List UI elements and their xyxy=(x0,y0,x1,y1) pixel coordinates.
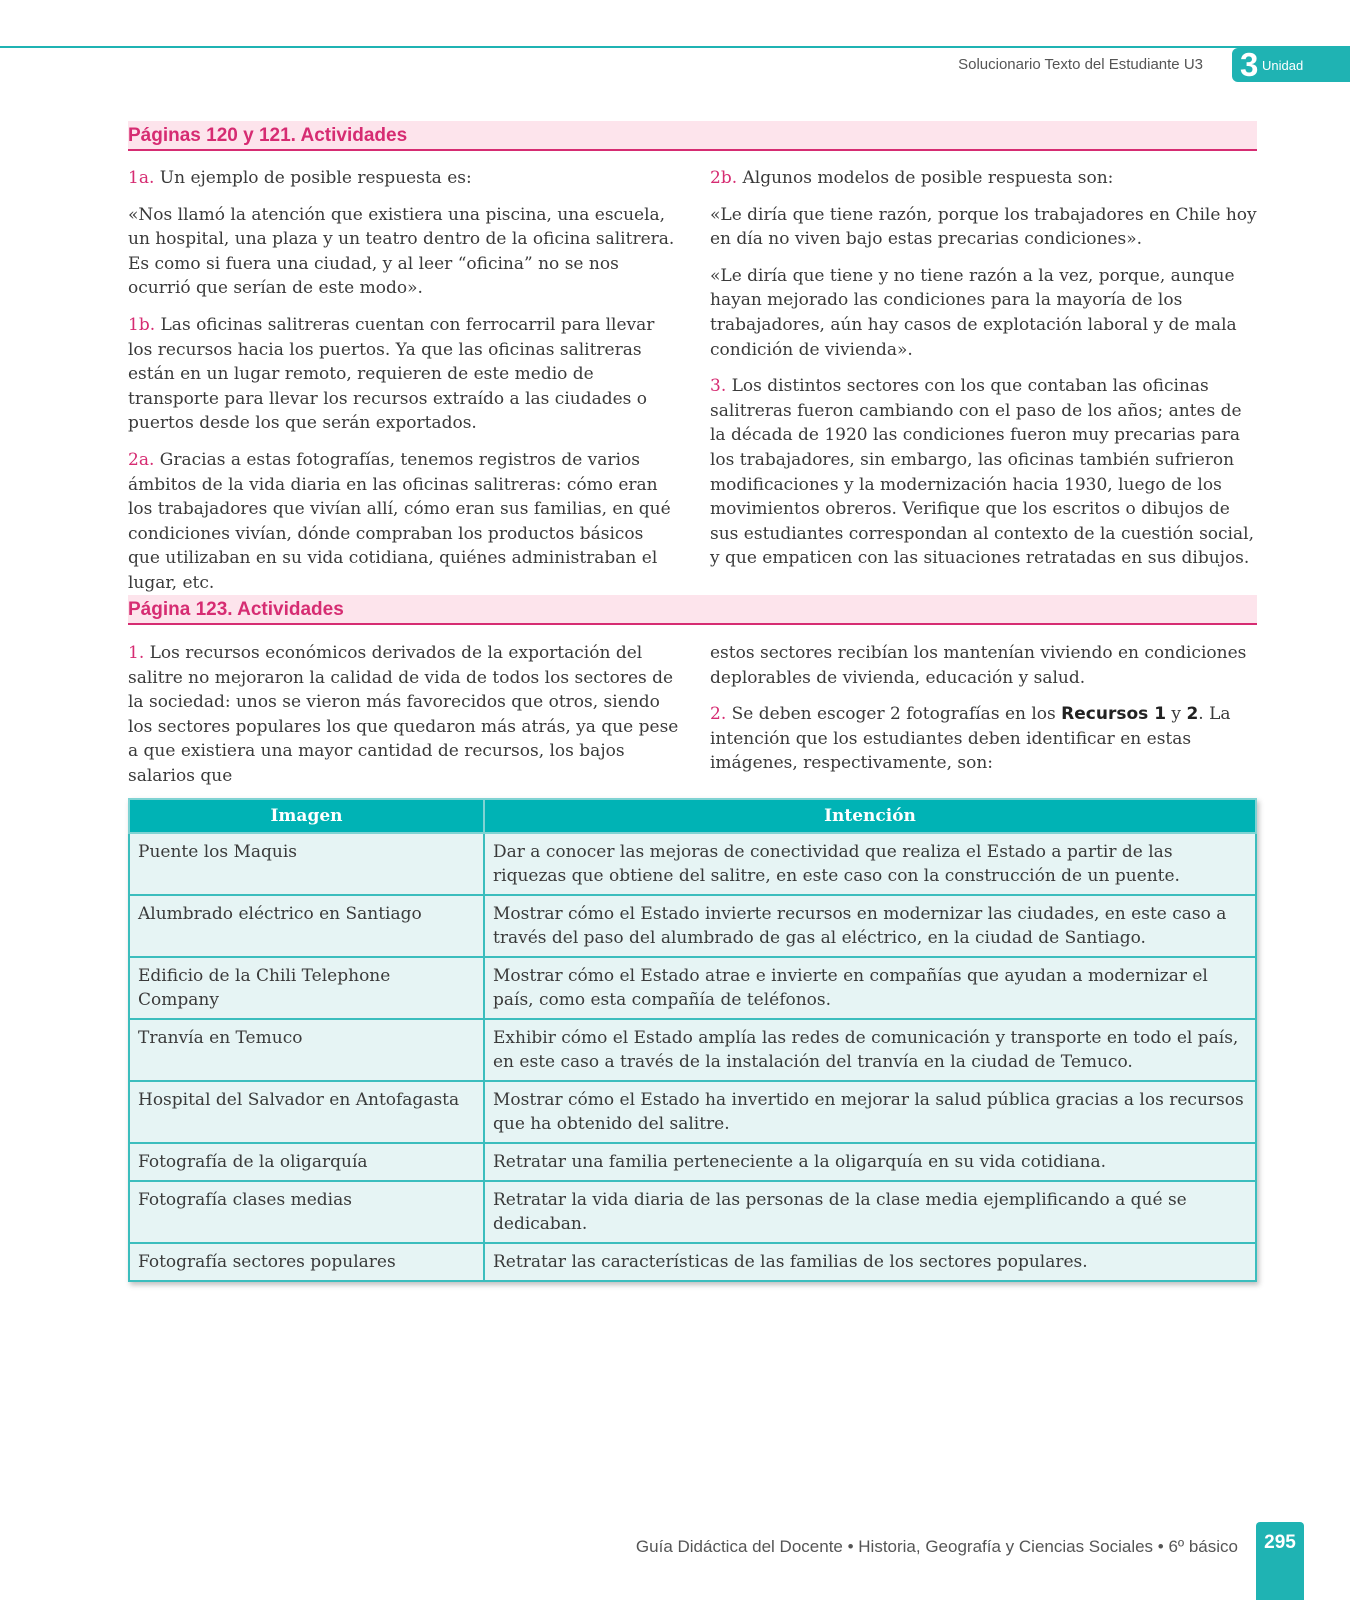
table-row xyxy=(129,895,1256,957)
section2-right-column xyxy=(710,641,1258,788)
paragraph-text: . La intención que los estudiantes deben identificar en estas imágenes, respectivamente, son: xyxy=(710,704,1231,774)
paragraph-text: y xyxy=(1166,704,1187,725)
section-heading-2 xyxy=(128,595,1257,625)
cell-intencion: Retratar la vida diaria de las personas de la clase media ejemplificando a qué se dedicaban. xyxy=(484,1181,1256,1243)
cell-imagen: Tranvía en Temuco xyxy=(129,1019,484,1081)
cell-intencion: Mostrar cómo el Estado invierte recursos en modernizar las ciudades, en este caso a través del paso del alumbrado de gas al eléctrico, en la ciudad de Santiago. xyxy=(484,895,1256,957)
cell-imagen: Fotografía de la oligarquía xyxy=(129,1143,484,1181)
paragraph-text: Las oficinas salitreras cuentan con ferrocarril para llevar los recursos hacia los puertos. Ya que las oficinas salitreras están en un lugar remoto, requieren de este medio de transporte para llevar los recursos extraído a las ciudades o puertos desde los que serán exportados. xyxy=(128,314,655,434)
paragraph xyxy=(710,641,1258,690)
header-rule xyxy=(0,46,1350,48)
item-number: 1a. xyxy=(128,168,155,188)
section-title-2: Página 123. Actividades xyxy=(128,599,344,620)
paragraph xyxy=(710,374,1258,571)
paragraph-text: Un ejemplo de posible respuesta es: xyxy=(154,168,472,188)
paragraph-text: Algunos modelos de posible respuesta son: xyxy=(737,168,1114,188)
cell-imagen: Fotografía sectores populares xyxy=(129,1243,484,1281)
paragraph-text: Los distintos sectores con los que contaban las oficinas salitreras fueron cambiando con el paso de los años; antes de la década de 1920 las condiciones fueron muy precarias para los trabajadores, sin embargo, las oficinas también sufrieron modificaciones y la modernización hacia 1930, luego de los movimientos obreros. Verifique que los escritos o dibujos de sus estudiantes correspondan al contexto de la cuestión social, y que empaticen con las situaciones retratadas en sus dibujos. xyxy=(710,376,1254,569)
paragraph-text: Los recursos económicos derivados de la exportación del salitre no mejoraron la calidad de vida de todos los sectores de la sociedad: unos se vieron más favorecidos que otros, siendo los sectores populares los que quedaron más atrás, ya que pese a que existiera una mayor cantidad de recursos, los bajos salarios que xyxy=(128,643,679,786)
cell-imagen: Puente los Maquis xyxy=(129,833,484,895)
paragraph-text: «Le diría que tiene razón, porque los trabajadores en Chile hoy en día no viven bajo estas precarias condiciones». xyxy=(710,204,1257,250)
section-title-1: Páginas 120 y 121. Actividades xyxy=(128,125,408,146)
paragraph-text: «Le diría que tiene y no tiene razón a la vez, porque, aunque hayan mejorado las condiciones para la mayoría de los trabajadores, aún hay casos de explotación laboral y de mala condición de vivienda». xyxy=(710,265,1237,360)
bold-reference: 2 xyxy=(1186,704,1199,725)
cell-intencion: Retratar las características de las familias de los sectores populares. xyxy=(484,1243,1256,1281)
section1-left-column xyxy=(128,166,680,608)
cell-imagen: Hospital del Salvador en Antofagasta xyxy=(129,1081,484,1143)
item-number: 1b. xyxy=(128,314,156,335)
intentions-table xyxy=(128,798,1257,1282)
paragraph xyxy=(710,702,1258,776)
table-row xyxy=(129,957,1256,1019)
table-row xyxy=(129,1181,1256,1243)
paragraph xyxy=(710,203,1258,252)
table-row xyxy=(129,1143,1256,1181)
paragraph xyxy=(128,641,680,789)
cell-intencion: Mostrar cómo el Estado ha invertido en mejorar la salud pública gracias a los recursos que ha obtenido del salitre. xyxy=(484,1081,1256,1143)
paragraph xyxy=(128,313,680,436)
table-header-row xyxy=(129,799,1256,833)
table-row xyxy=(129,833,1256,895)
cell-intencion: Dar a conocer las mejoras de conectividad que realiza el Estado a partir de las riquezas que obtiene del salitre, en este caso con la construcción de un puente. xyxy=(484,833,1256,895)
paragraph xyxy=(710,264,1258,362)
item-number: 2. xyxy=(710,704,727,725)
unit-label: Unidad xyxy=(1262,58,1304,73)
page-number: 295 xyxy=(1264,1532,1296,1553)
table-row xyxy=(129,1019,1256,1081)
item-number: 3. xyxy=(710,376,727,397)
section1-right-column xyxy=(710,166,1258,583)
paragraph xyxy=(128,166,680,191)
paragraph xyxy=(128,203,680,301)
item-number: 1. xyxy=(128,643,145,663)
paragraph-text: Se deben escoger 2 fotografías en los xyxy=(726,704,1062,725)
cell-imagen: Edificio de la Chili Telephone Company xyxy=(129,957,484,1019)
paragraph-text: «Nos llamó la atención que existiera una piscina, una escuela, un hospital, una plaza y un teatro dentro de la oficina salitrera. Es como si fuera una ciudad, y al leer “oficina” no se nos ocurrió que serían de este modo». xyxy=(128,204,675,299)
cell-imagen: Fotografía clases medias xyxy=(129,1181,484,1243)
paragraph-text: estos sectores recibían los mantenían viviendo en condiciones deplorables de vivienda, educación y salud. xyxy=(710,643,1247,688)
running-header: Solucionario Texto del Estudiante U3 xyxy=(958,56,1203,73)
page-number-tab xyxy=(1256,1522,1304,1600)
paragraph xyxy=(128,448,680,596)
section-heading-1 xyxy=(128,121,1257,151)
paragraph xyxy=(710,166,1258,191)
unit-number: 3 xyxy=(1240,46,1259,83)
section2-left-column xyxy=(128,641,680,801)
column-header-imagen: Imagen xyxy=(129,799,484,833)
table-row xyxy=(129,1081,1256,1143)
bold-reference: Recursos 1 xyxy=(1061,704,1167,725)
cell-intencion: Mostrar cómo el Estado atrae e invierte en compañías que ayudan a modernizar el país, como esta compañía de teléfonos. xyxy=(484,957,1256,1019)
item-number: 2a. xyxy=(128,449,155,470)
cell-imagen: Alumbrado eléctrico en Santiago xyxy=(129,895,484,957)
cell-intencion: Retratar una familia perteneciente a la oligarquía en su vida cotidiana. xyxy=(484,1143,1256,1181)
item-number: 2b. xyxy=(710,168,738,188)
unit-tab xyxy=(1232,48,1350,82)
table-row xyxy=(129,1243,1256,1281)
column-header-intencion: Intención xyxy=(484,799,1256,833)
running-footer: Guía Didáctica del Docente • Historia, Geografía y Ciencias Sociales • 6º básico xyxy=(635,1537,1238,1556)
cell-intencion: Exhibir cómo el Estado amplía las redes de comunicación y transporte en todo el país, en este caso a través de la instalación del tranvía en la ciudad de Temuco. xyxy=(484,1019,1256,1081)
paragraph-text: Gracias a estas fotografías, tenemos registros de varios ámbitos de la vida diaria en las oficinas salitreras: cómo eran los trabajadores que vivían allí, cómo eran sus familias, en qué condiciones vivían, dónde compraban los productos básicos que utilizaban en su vida cotidiana, quiénes administraban el lugar, etc. xyxy=(128,449,671,593)
